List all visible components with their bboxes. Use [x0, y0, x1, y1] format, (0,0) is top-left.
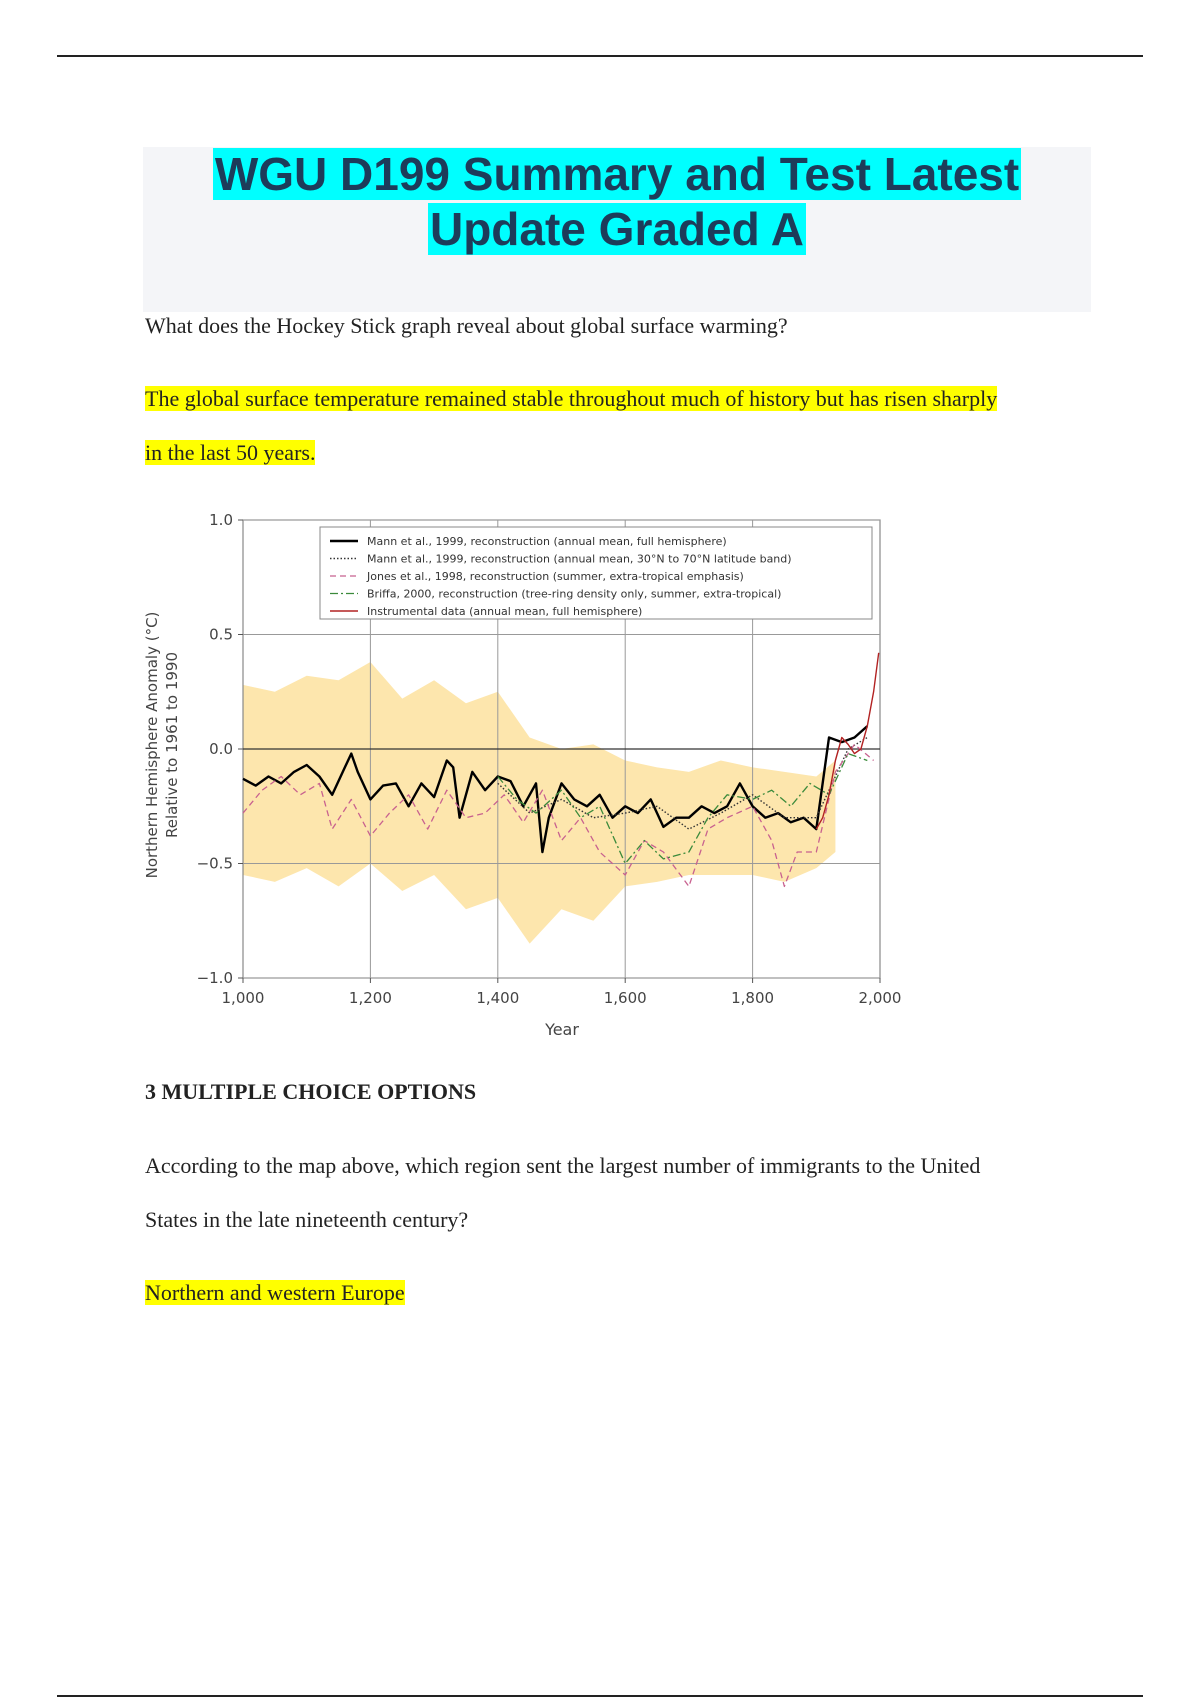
x-tick-label: 1,000 — [221, 989, 265, 1007]
y-tick-label: 0.0 — [209, 740, 233, 758]
question-2-line-1: According to the map above, which region sent the largest number of immigrants to the United — [145, 1153, 981, 1178]
x-tick-label: 1,400 — [476, 989, 520, 1007]
y-axis-label-line-1: Northern Hemisphere Anomaly (°C) — [143, 611, 161, 879]
legend-entry-1: Mann et al., 1999, reconstruction (annual mean, full hemisphere) — [367, 535, 727, 548]
answer-2: Northern and western Europe — [145, 1280, 405, 1305]
x-tick-label: 1,600 — [603, 989, 647, 1007]
y-tick-label: −1.0 — [196, 969, 233, 987]
x-tick-label: 1,200 — [348, 989, 392, 1007]
hockey-stick-chart — [140, 505, 920, 1045]
uncertainty-band-layer — [243, 662, 835, 944]
y-tick-label: 1.0 — [209, 511, 233, 529]
section-heading: 3 MULTIPLE CHOICE OPTIONS — [145, 1079, 477, 1104]
x-tick-label: 2,000 — [858, 989, 902, 1007]
title-banner — [143, 147, 1091, 312]
bottom-rule — [57, 1695, 1143, 1697]
uncertainty-band — [243, 662, 835, 944]
x-tick-label: 1,800 — [731, 989, 775, 1007]
y-tick-label: 0.5 — [209, 625, 233, 644]
top-rule — [57, 55, 1143, 57]
legend-entry-4: Briffa, 2000, reconstruction (tree-ring density only, summer, extra-tropical) — [367, 587, 782, 601]
x-axis-label: Year — [545, 1020, 579, 1039]
legend — [320, 527, 872, 619]
question-2-line-2: States in the late nineteenth century? — [145, 1207, 469, 1232]
answer-1-line-1: The global surface temperature remained stable throughout much of history but has risen sharply — [145, 386, 998, 411]
title-line-1: WGU D199 Summary and Test Latest — [214, 148, 1020, 200]
legend-entry-2: Mann et al., 1999, reconstruction (annual mean, 30°N to 70°N latitude band) — [367, 552, 792, 566]
question-1: What does the Hockey Stick graph reveal about global surface warming? — [145, 313, 788, 338]
legend-entry-5: Instrumental data (annual mean, full hemisphere) — [367, 605, 643, 618]
y-tick-label: −0.5 — [196, 854, 233, 873]
answer-1-line-2: in the last 50 years. — [145, 440, 316, 465]
y-axis-label-line-2: Relative to 1961 to 1990 — [163, 651, 181, 839]
title-line-2: Update Graded A — [429, 203, 805, 255]
legend-entry-3: Jones et al., 1998, reconstruction (summer, extra-tropical emphasis) — [367, 570, 744, 583]
